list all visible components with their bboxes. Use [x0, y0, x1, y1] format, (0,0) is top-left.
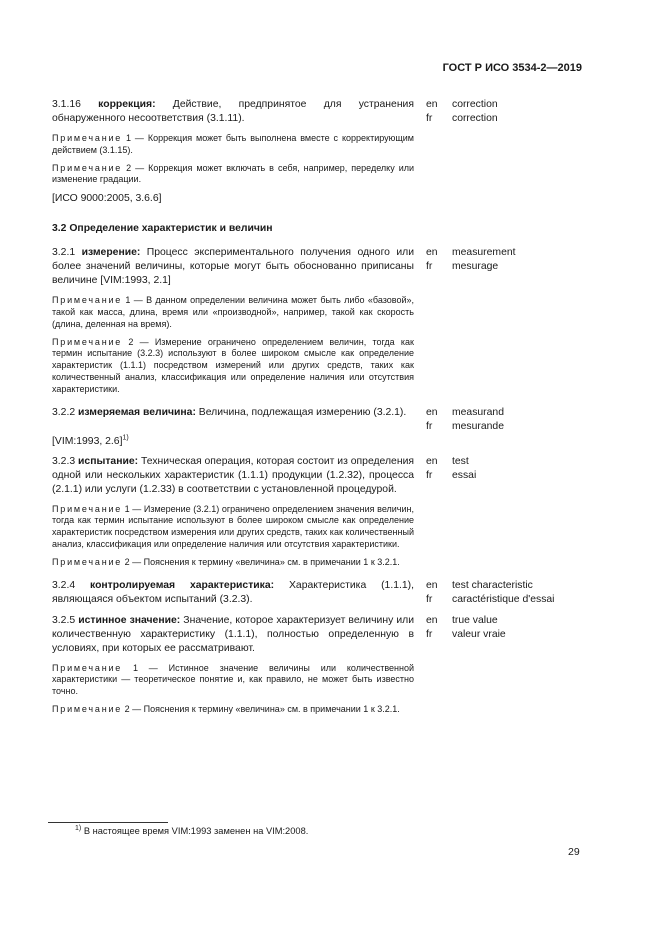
term-definition-text: Характеристика (1.1.1), являющаяся объектом испытаний (3.2.3). [52, 579, 415, 605]
equivalent-en: measurement [452, 247, 516, 259]
equivalent-en: measurand [452, 406, 504, 418]
term-number: 3.2.5 [52, 614, 76, 626]
lang-fr: fr [426, 628, 433, 640]
equivalents [452, 579, 592, 607]
lang-en: en [426, 406, 438, 418]
equivalents [452, 455, 592, 483]
term-name: испытание: [78, 455, 139, 467]
lang-fr: fr [426, 469, 433, 481]
note-1 [52, 504, 414, 551]
note-label: Примечание [52, 556, 123, 567]
section-heading: 3.2 Определение характеристик и величин [52, 223, 273, 235]
note-text: 2 — Коррекция может включать в себя, например, переделку или изменение градации. [52, 162, 414, 185]
lang-en: en [426, 579, 438, 591]
note-1 [52, 663, 414, 698]
equivalent-fr: mesurage [452, 261, 499, 273]
note-2 [52, 337, 414, 396]
note-2 [52, 704, 414, 716]
term-definition [52, 246, 414, 288]
document-body [52, 98, 592, 716]
term-definition-text: Процесс экспериментального получения одного или более значений величины, которые могут быть обоснованно приписаны величине [VIM:1993, 2.1] [52, 247, 415, 287]
term-name: коррекция: [98, 99, 156, 110]
term-definition [52, 406, 414, 420]
language-codes [426, 455, 452, 483]
note-label: Примечание [52, 336, 123, 347]
equivalent-fr: essai [452, 469, 477, 481]
lang-en: en [426, 247, 438, 259]
note-label: Примечание [52, 703, 123, 714]
note-1 [52, 295, 414, 330]
note-label: Примечание [52, 503, 123, 514]
term-entry-3-2-2 [52, 406, 592, 434]
footnote-divider [48, 822, 168, 823]
note-label: Примечание [52, 133, 123, 143]
term-definition [52, 455, 414, 497]
footnote-text: В настоящее время VIM:1993 заменен на VIM:2008. [81, 826, 309, 836]
equivalent-en: test characteristic [452, 579, 533, 591]
equivalents [452, 406, 592, 434]
lang-fr: fr [426, 113, 433, 124]
term-name: измеряемая величина: [78, 406, 196, 418]
term-number: 3.2.1 [52, 247, 76, 259]
note-text: 1 — Коррекция может быть выполнена вместе с корректирующим действием (3.1.15). [52, 133, 414, 155]
equivalent-en: correction [452, 99, 498, 110]
term-entry-3-2-1 [52, 246, 592, 288]
term-name: измерение: [81, 247, 141, 259]
language-codes [426, 579, 452, 607]
lang-en: en [426, 614, 438, 626]
term-number: 3.1.16 [52, 99, 81, 110]
note-text: 1 — В данном определении величина может быть либо «базовой», такой как масса, длина, время или «производной», например, такой как скорость (длина, деленная на время). [52, 295, 414, 329]
term-definition-text: Действие, предпринятое для устранения обнаруженного несоответствия (3.1.11). [52, 99, 414, 124]
term-number: 3.2.2 [52, 406, 76, 418]
language-codes [426, 406, 452, 434]
language-codes [426, 98, 452, 126]
note-2 [52, 557, 414, 569]
footnote-mark: 1) [75, 824, 82, 832]
language-codes [426, 246, 452, 274]
equivalents [452, 614, 592, 642]
note-1 [52, 133, 414, 157]
term-entry-3-2-5 [52, 614, 592, 656]
note-text: 2 — Измерение ограничено определением величин, тогда как термин испытание (3.2.3) используют в более широком смысле как определение характеристик (1.1.1) посредством измерений или других средств, таких как количественный анализ, классификация или определение наличия или отсутствия характеристики. [52, 336, 414, 394]
language-codes [426, 614, 452, 642]
lang-fr: fr [426, 261, 433, 273]
term-number: 3.2.4 [52, 579, 76, 591]
note-text: 2 — Пояснения к термину «величина» см. в примечании 1 к 3.2.1. [122, 703, 400, 714]
term-entry-3-1-16 [52, 98, 592, 126]
equivalents [452, 98, 592, 126]
lang-fr: fr [426, 593, 433, 605]
equivalent-fr: mesurande [452, 420, 504, 432]
page-number: 29 [568, 846, 580, 858]
term-entry-3-2-3 [52, 455, 592, 497]
footnote [75, 826, 308, 836]
term-definition-text: Техническая операция, которая состоит из определения одной или нескольких характеристик (1.1.1) продукции (1.2.32), процесса (2.1.1) или услуги (1.2.33) в соответствии с установленной процедурой. [52, 455, 414, 495]
lang-en: en [426, 99, 438, 110]
equivalent-fr: caractéristique d'essai [452, 593, 555, 605]
equivalent-fr: valeur vraie [452, 628, 506, 640]
term-number: 3.2.3 [52, 455, 76, 467]
note-text: 2 — Пояснения к термину «величина» см. в примечании 1 к 3.2.1. [122, 556, 400, 567]
term-definition-text: Значение, которое характеризует величину или количественную характеристику (1.1.1), полностью определенную в условиях, при которых ее рассматривают. [52, 614, 414, 654]
footnote-ref: 1) [122, 434, 129, 442]
equivalent-fr: correction [452, 113, 498, 124]
equivalents [452, 246, 592, 274]
source-reference: [ИСО 9000:2005, 3.6.6] [52, 193, 162, 205]
note-text: 1 — Измерение (3.2.1) ограничено определением значения величин, тогда как термин испытание используют в более широком смысле как определение характеристик посредством измерения или других средств, таких как количественный анализ, классификация или определение наличия или отсутствия характеристики. [52, 503, 414, 549]
equivalent-en: true value [452, 614, 498, 626]
term-entry-3-2-4 [52, 579, 592, 607]
source-reference [52, 435, 592, 449]
lang-en: en [426, 455, 438, 467]
term-definition [52, 579, 414, 607]
term-name: истинное значение: [78, 614, 181, 626]
note-2 [52, 163, 414, 187]
term-definition [52, 614, 414, 656]
lang-fr: fr [426, 420, 433, 432]
note-label: Примечание [52, 295, 123, 306]
document-header: ГОСТ Р ИСО 3534-2—2019 [442, 62, 582, 74]
note-label: Примечание [52, 662, 123, 673]
term-definition-text: Величина, подлежащая измерению (3.2.1). [195, 406, 407, 418]
note-text: 1 — Истинное значение величины или количественной характеристики — теоретическое понятие и, как правило, не может быть известно точно. [52, 662, 414, 697]
note-label: Примечание [52, 162, 123, 173]
source-text: [VIM:1993, 2.6] [52, 435, 123, 447]
term-definition [52, 98, 414, 126]
term-name: контролируемая характеристика: [90, 579, 275, 591]
equivalent-en: test [452, 455, 469, 467]
